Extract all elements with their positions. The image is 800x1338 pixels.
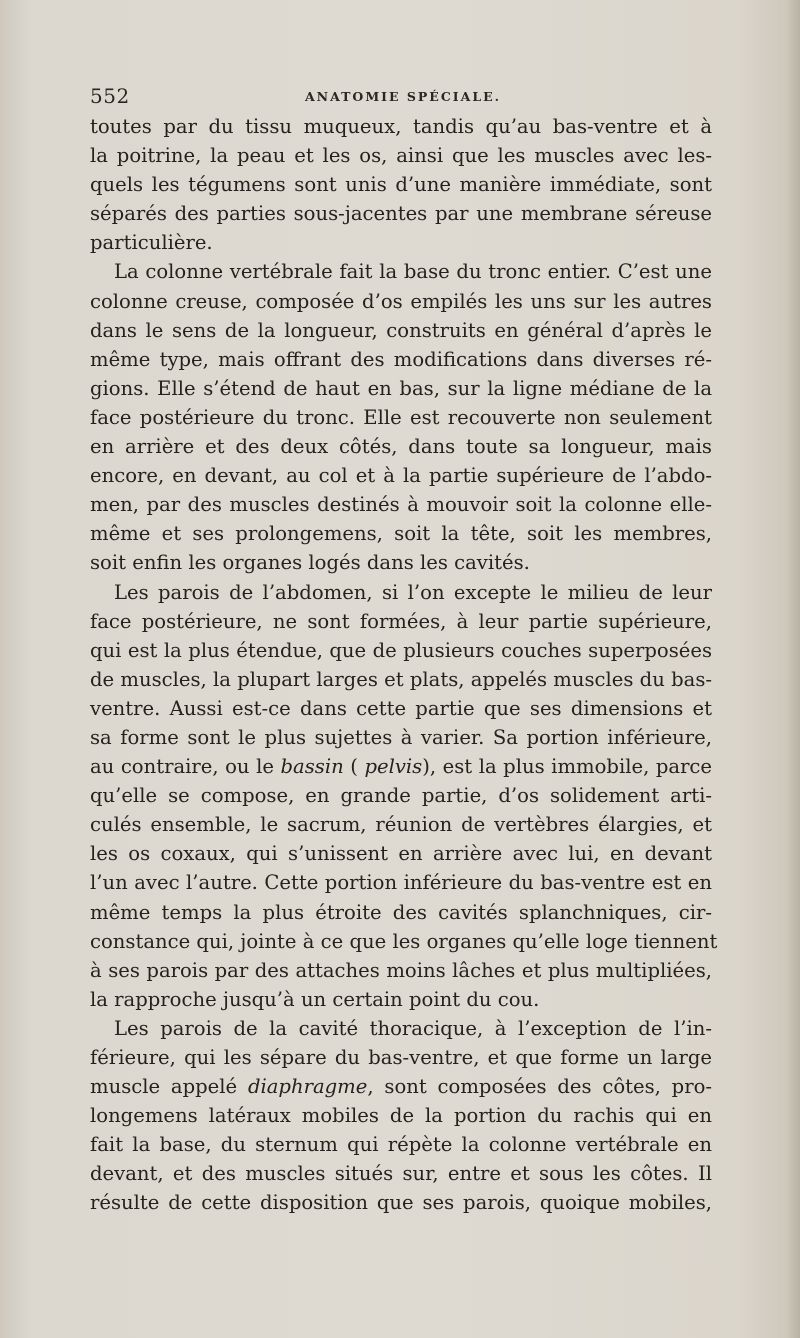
- text-line: soit enfin les organes logés dans les cavités.: [90, 551, 530, 575]
- running-head: [90, 84, 716, 112]
- body-text: [90, 112, 718, 1218]
- page-edge-shadow: [786, 0, 800, 1338]
- text-line: à ses parois par des attaches moins lâches et plus multipliées,: [90, 958, 712, 982]
- text-line: férieure, qui les sépare du bas-ventre, et que forme un large: [90, 1046, 712, 1069]
- text-run: muscle appelé: [90, 1075, 248, 1099]
- text-line: la poitrine, la peau et les os, ainsi que les muscles avec les-: [90, 144, 712, 168]
- text-line: particulière.: [90, 231, 213, 255]
- text-line: en arrière et des deux côtés, dans toute sa longueur, mais: [90, 435, 712, 459]
- text-line: colonne creuse, composée d’os empilés les uns sur les autres: [90, 289, 712, 313]
- italic-term-diaphragme: diaphragme: [247, 1075, 368, 1099]
- text-line: la rapproche jusqu’à un certain point du cou.: [90, 987, 540, 1011]
- text-line: toutes par du tissu muqueux, tandis qu’au bas-ventre et à: [90, 115, 712, 138]
- text-line: séparés des parties sous-jacentes par une membrane séreuse: [90, 202, 712, 226]
- text-line: résulte de cette disposition que ses parois, quoique mobiles,: [90, 1191, 712, 1215]
- text-run: au contraire, ou le: [90, 755, 281, 779]
- text-line: dans le sens de la longueur, construits en général d’après le: [90, 318, 712, 342]
- text-line: longemens latéraux mobiles de la portion du rachis qui en: [90, 1104, 712, 1128]
- text-line: devant, et des muscles situés sur, entre et sous les côtes. Il: [90, 1162, 712, 1186]
- text-line: qu’elle se compose, en grande partie, d’os solidement arti-: [90, 784, 712, 808]
- page-number: 552: [90, 84, 130, 108]
- paragraph-start-line: Les parois de l’abdomen, si l’on excepte le milieu de leur: [114, 580, 712, 604]
- text-run: (: [343, 755, 365, 779]
- paragraph-start-line: Les parois de la cavité thoracique, à l’exception de l’in-: [114, 1016, 712, 1040]
- text-line-with-italic: [90, 752, 712, 781]
- text-line-with-italic: [90, 1072, 712, 1101]
- text-line: culés ensemble, le sacrum, réunion de vertèbres élargies, et: [90, 813, 712, 837]
- text-line: sa forme sont le plus sujettes à varier. Sa portion inférieure,: [90, 725, 712, 749]
- running-title: ANATOMIE SPÉCIALE.: [304, 89, 501, 104]
- text-run: , sont composées des côtes, pro-: [367, 1075, 712, 1099]
- text-line: quels les tégumens sont unis d’une manière immédiate, sont: [90, 173, 712, 197]
- text-line: constance qui, jointe à ce que les organes qu’elle loge tiennent: [90, 929, 718, 953]
- text-line: ventre. Aussi est-ce dans cette partie que ses dimensions et: [90, 696, 712, 720]
- text-line: face postérieure, ne sont formées, à leur partie supérieure,: [90, 609, 712, 633]
- text-line: même temps la plus étroite des cavités splanchniques, cir-: [90, 900, 712, 924]
- paragraph-start-line: La colonne vertébrale fait la base du tronc entier. C’est une: [114, 260, 712, 284]
- text-line: les os coxaux, qui s’unissent en arrière avec lui, en devant: [90, 842, 712, 866]
- text-line: de muscles, la plupart larges et plats, appelés muscles du bas-: [90, 667, 712, 691]
- text-run: ), est la plus immobile, parce: [422, 755, 712, 779]
- text-line: gions. Elle s’étend de haut en bas, sur la ligne médiane de la: [90, 376, 712, 400]
- italic-term-pelvis: pelvis: [364, 755, 423, 779]
- text-line: même type, mais offrant des modifications dans diverses ré-: [90, 347, 712, 371]
- text-line: face postérieure du tronc. Elle est recouverte non seulement: [90, 405, 712, 429]
- text-line: l’un avec l’autre. Cette portion inférieure du bas-ventre est en: [90, 871, 712, 895]
- italic-term-bassin: bassin: [280, 755, 344, 779]
- text-line: men, par des muscles destinés à mouvoir soit la colonne elle-: [90, 493, 712, 517]
- text-line: qui est la plus étendue, que de plusieurs couches superposées: [90, 638, 712, 662]
- text-line: encore, en devant, au col et à la partie supérieure de l’abdo-: [90, 464, 712, 488]
- text-line: fait la base, du sternum qui répète la colonne vertébrale en: [90, 1133, 712, 1157]
- text-line: même et ses prolongemens, soit la tête, soit les membres,: [90, 522, 712, 546]
